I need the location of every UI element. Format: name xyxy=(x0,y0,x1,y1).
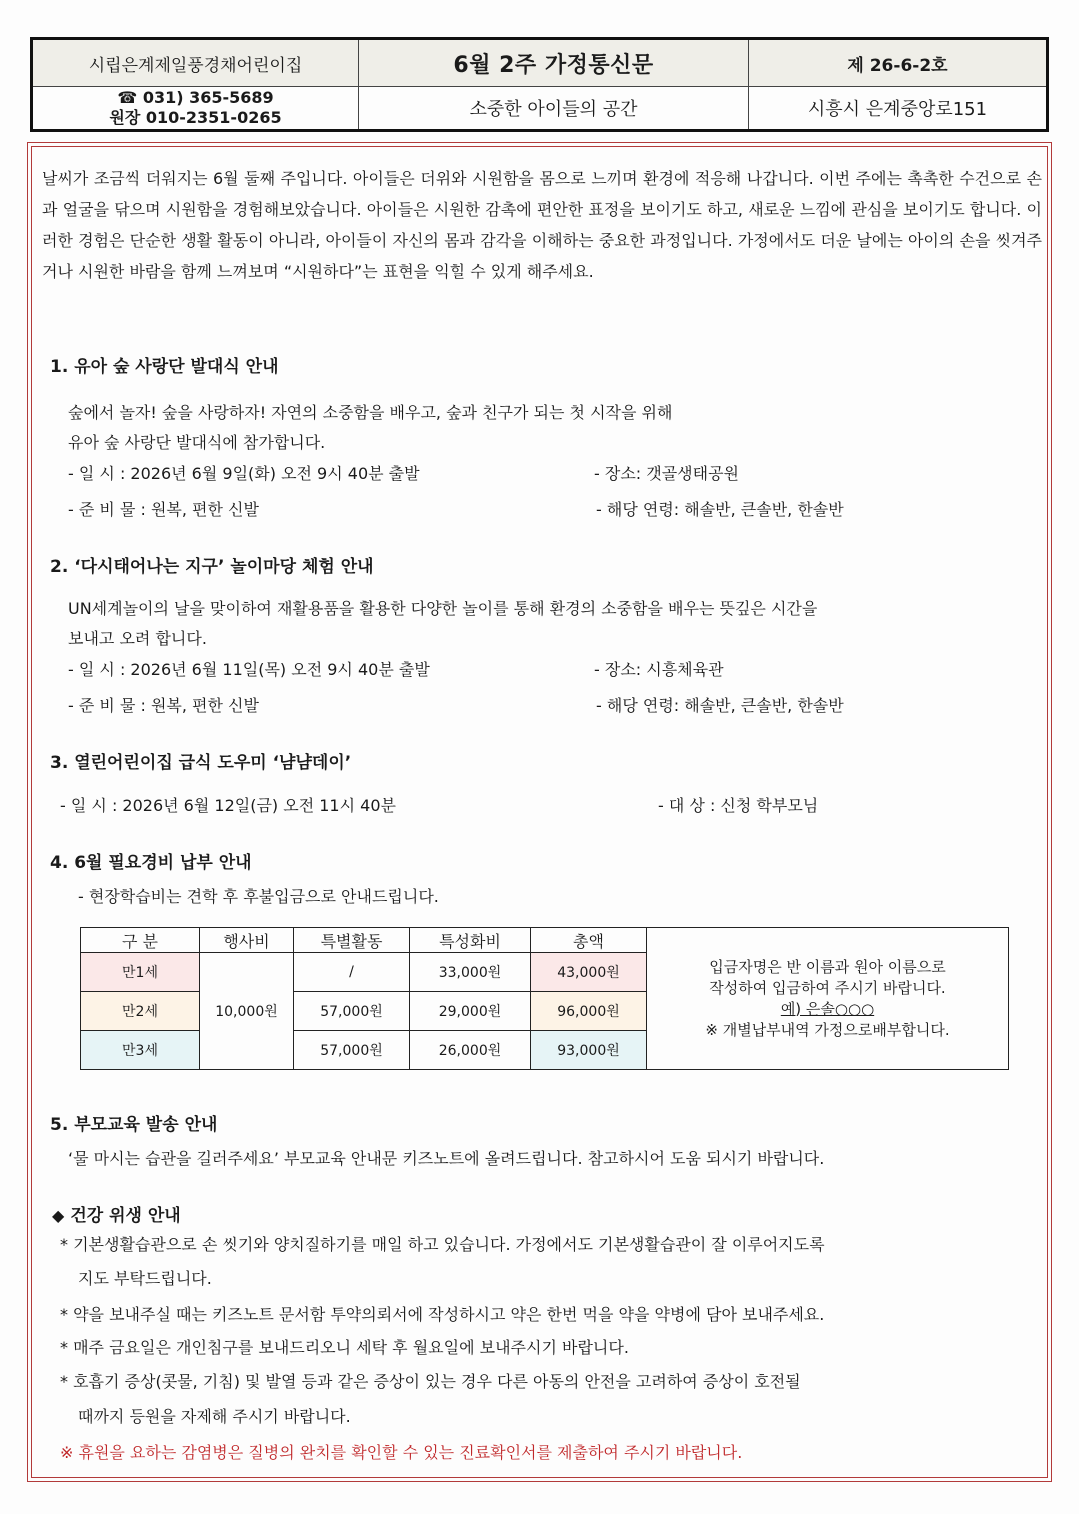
column-header: 특별활동 xyxy=(294,928,410,953)
health-title xyxy=(52,1201,181,1226)
org-name: 시립은계제일풍경채어린이집 xyxy=(33,40,359,87)
section-1-ages: - 해당 연령: 해솔반, 큰솔반, 한솔반 xyxy=(596,500,844,519)
fee-table xyxy=(80,927,1009,1070)
table-header-row xyxy=(81,928,1009,953)
payment-note-line: 입금자명은 반 이름과 원아 이름으로 xyxy=(709,957,946,976)
section-1-desc-1: 숲에서 놀자! 숲을 사랑하자! 자연의 소중함을 배우고, 숲과 친구가 되는 첫 시작을 위해 xyxy=(68,403,673,422)
specialized-fee-cell: 29,000원 xyxy=(410,992,531,1031)
special-activity-cell: 57,000원 xyxy=(294,992,410,1031)
subtitle: 소중한 아이들의 공간 xyxy=(359,87,749,129)
payment-note-example: 예) 은솔○○○ xyxy=(780,999,875,1018)
intro-paragraph: 날씨가 조금씩 더워지는 6월 둘째 주입니다. 아이들은 더위와 시원함을 몸으로 느끼며 환경에 적응해 나갑니다. 이번 주에는 촉촉한 수건으로 손과 얼굴을 닦으며 시원함을 경험해보았습니다. 아이들은 시원한 감촉에 편안한 표정을 보이기도 하고, 새로운 느낌에 관심을 보이기도 합니다. 이러한 경험은 단순한 생활 활동이 아니라, 아이들이 자신의 몸과 감각을 이해하는 중요한 과정입니다. 가정에서도 더운 날에는 아이의 손을 씻겨주거나 시원한 바람을 함께 느껴보며 “시원하다”는 표현을 익힐 수 있게 해주세요. xyxy=(42,169,1042,281)
total-cell: 43,000원 xyxy=(531,953,647,992)
issue-number: 제 26-6-2호 xyxy=(749,40,1046,87)
section-2-desc-2: 보내고 오려 합니다. xyxy=(68,629,207,648)
section-3-date: - 일 시 : 2026년 6월 12일(금) 오전 11시 40분 xyxy=(60,796,396,815)
health-line-3: * 매주 금요일은 개인침구를 보내드리오니 세탁 후 월요일에 보내주시기 바랍니다. xyxy=(60,1338,629,1357)
health-line-4: * 호흡기 증상(콧물, 기침) 및 발열 등과 같은 증상이 있는 경우 다른 아동의 안전을 고려하여 증상이 호전될 xyxy=(60,1372,801,1391)
age-cell: 만1세 xyxy=(81,953,200,992)
section-1-title: 1. 유아 숲 사랑단 발대식 안내 xyxy=(50,357,279,377)
health-line-1b: 지도 부탁드립니다. xyxy=(78,1269,212,1288)
health-line-4b: 때까지 등원을 자제해 주시기 바랍니다. xyxy=(78,1407,351,1426)
page-title: 6월 2주 가정통신문 xyxy=(359,40,749,87)
section-2-ages: - 해당 연령: 해솔반, 큰솔반, 한솔반 xyxy=(596,696,844,715)
specialized-fee-cell: 33,000원 xyxy=(410,953,531,992)
column-header: 행사비 xyxy=(200,928,294,953)
section-1-items: - 준 비 물 : 원복, 편한 신발 xyxy=(68,500,259,519)
section-5-title: 5. 부모교육 발송 안내 xyxy=(50,1115,218,1135)
director-phone: 원장 010-2351-0265 xyxy=(109,108,282,127)
section-2-date: - 일 시 : 2026년 6월 11일(목) 오전 9시 40분 출발 xyxy=(68,660,430,679)
infection-warning: ※ 휴원을 요하는 감염병은 질병의 완치를 확인할 수 있는 진료확인서를 제출하여 주시기 바랍니다. xyxy=(60,1443,743,1462)
age-cell: 만2세 xyxy=(81,992,200,1031)
section-2-desc-1: UN세계놀이의 날을 맞이하여 재활용품을 활용한 다양한 놀이를 통해 환경의 소중함을 배우는 뜻깊은 시간을 xyxy=(68,599,818,618)
section-1-place: - 장소: 갯골생태공원 xyxy=(594,464,739,483)
event-fee-cell: 10,000원 xyxy=(200,953,294,1070)
section-2-title: 2. ‘다시태어나는 지구’ 놀이마당 체험 안내 xyxy=(50,557,374,577)
total-cell: 93,000원 xyxy=(531,1031,647,1070)
section-3-title: 3. 열린어린이집 급식 도우미 ‘냠냠데이’ xyxy=(50,753,352,773)
section-1-desc-2: 유아 숲 사랑단 발대식에 참가합니다. xyxy=(68,433,326,452)
section-3-target: - 대 상 : 신청 학부모님 xyxy=(658,796,819,815)
age-cell: 만3세 xyxy=(81,1031,200,1070)
specialized-fee-cell: 26,000원 xyxy=(410,1031,531,1070)
phone-number: ☎ 031) 365-5689 xyxy=(117,88,274,107)
newsletter-header xyxy=(30,37,1049,132)
health-line-1: * 기본생활습관으로 손 씻기와 양치질하기를 매일 하고 있습니다. 가정에서도 기본생활습관이 잘 이루어지도록 xyxy=(60,1235,825,1254)
section-2-items: - 준 비 물 : 원복, 편한 신발 xyxy=(68,696,259,715)
health-title-text: 건강 위생 안내 xyxy=(70,1206,181,1226)
total-cell: 96,000원 xyxy=(531,992,647,1031)
section-5-desc: ‘물 마시는 습관을 길러주세요’ 부모교육 안내문 키즈노트에 올려드립니다. 참고하시어 도움 되시기 바랍니다. xyxy=(68,1149,825,1168)
payment-note xyxy=(647,928,1009,1070)
section-2-place: - 장소: 시흥체육관 xyxy=(594,660,724,679)
column-header: 구 분 xyxy=(81,928,200,953)
section-1-date: - 일 시 : 2026년 6월 9일(화) 오전 9시 40분 출발 xyxy=(68,464,420,483)
section-4-desc: - 현장학습비는 견학 후 후불입금으로 안내드립니다. xyxy=(78,887,439,906)
column-header: 특성화비 xyxy=(410,928,531,953)
special-activity-cell: / xyxy=(294,953,410,992)
payment-note-line: ※ 개별납부내역 가정으로배부합니다. xyxy=(705,1020,950,1039)
column-header: 총액 xyxy=(531,928,647,953)
payment-note-line: 작성하여 입금하여 주시기 바랍니다. xyxy=(709,978,946,997)
diamond-bullet-icon: ◆ xyxy=(52,1206,65,1225)
special-activity-cell: 57,000원 xyxy=(294,1031,410,1070)
address: 시흥시 은계중앙로151 xyxy=(807,99,988,120)
health-line-2: * 약을 보내주실 때는 키즈노트 문서함 투약의뢰서에 작성하시고 약은 한번 먹을 약을 약병에 담아 보내주세요. xyxy=(60,1305,825,1324)
section-4-title: 4. 6월 필요경비 납부 안내 xyxy=(50,853,252,873)
contact-info xyxy=(33,87,359,129)
